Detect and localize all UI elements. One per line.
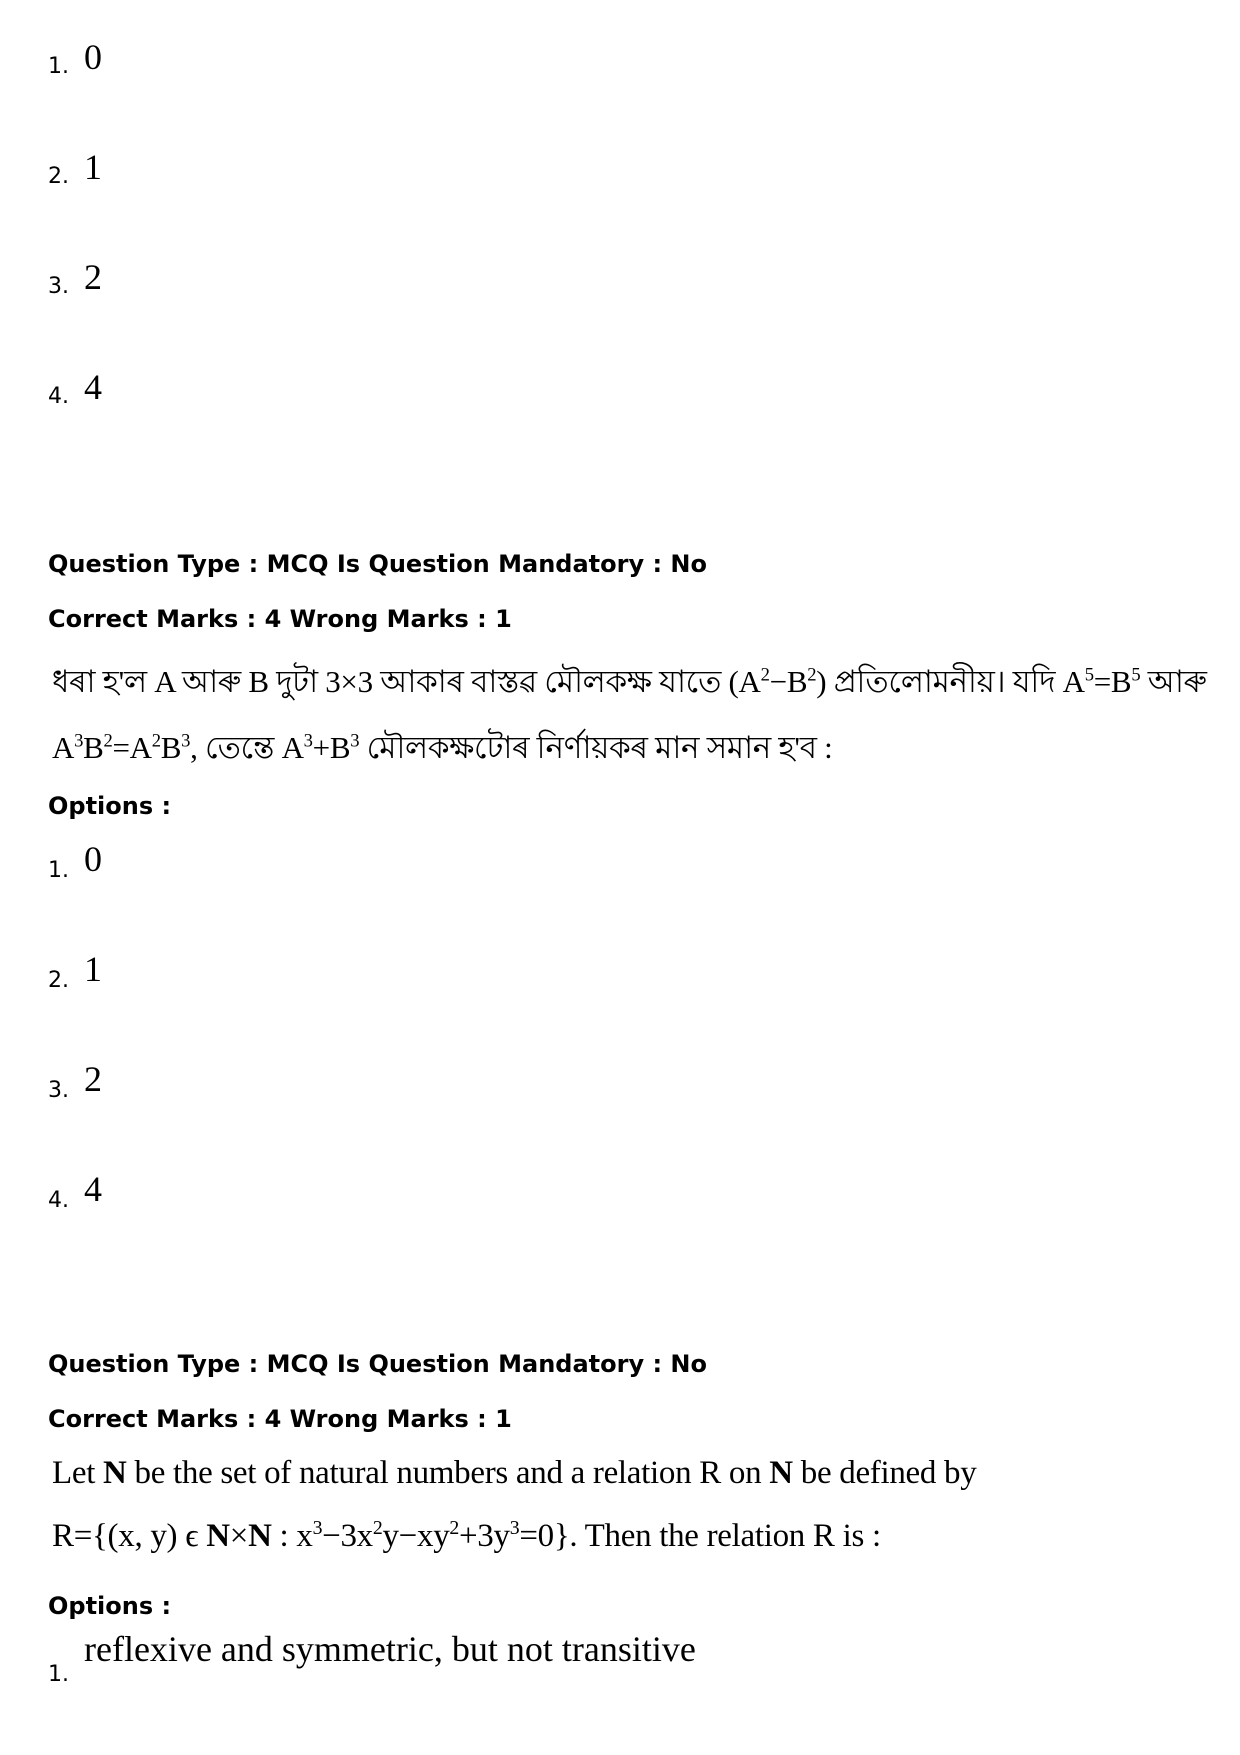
option-number: 2. [48, 164, 69, 189]
option-number: 3. [48, 1078, 69, 1103]
option-number: 2. [48, 968, 69, 993]
question-type-line: Question Type : MCQ Is Question Mandatory : No [48, 550, 707, 578]
option-number: 3. [48, 274, 69, 299]
option-number: 4. [48, 384, 69, 409]
option-value: reflexive and symmetric, but not transitive [84, 1629, 696, 1669]
options-label: Options : [48, 792, 172, 820]
options-label: Options : [48, 1592, 172, 1620]
marks-line: Correct Marks : 4 Wrong Marks : 1 [48, 1405, 512, 1433]
option-number: 4. [48, 1188, 69, 1213]
option-value: 0 [84, 37, 102, 77]
question-text-line: ধৰা হ'ল A আৰু B দুটা 3×3 আকাৰ বাস্তৱ মৌলকক্ষ যাতে $(A^2-B^2)$ প্ৰতিলোমনীয়। যদি $A^5=B^5$ আৰু [52, 664, 1207, 699]
option-number: 1. [48, 1662, 69, 1687]
option-value: 0 [84, 839, 102, 879]
option-value: 2 [84, 1059, 102, 1099]
question-text-line: Let N be the set of natural numbers and a relation R on N be defined by [52, 1455, 977, 1491]
option-value: 1 [84, 949, 102, 989]
question-text-line: $A^3B^2=A^2B^3$, তেন্তে $A^3+B^3$ মৌলকক্ষটোৰ নিৰ্ণায়কৰ মান সমান হ'ব : [52, 730, 833, 765]
option-value: 1 [84, 147, 102, 187]
option-value: 4 [84, 1169, 102, 1209]
marks-line: Correct Marks : 4 Wrong Marks : 1 [48, 605, 512, 633]
question-text-line: R={(x, y) ϵ N×N : $x^3-3x^2y-xy^2+3y^3=0$}. Then the relation R is : [52, 1517, 881, 1554]
option-value: 4 [84, 367, 102, 407]
option-value: 2 [84, 257, 102, 297]
option-number: 1. [48, 858, 69, 883]
option-number: 1. [48, 54, 69, 79]
question-type-line: Question Type : MCQ Is Question Mandatory : No [48, 1350, 707, 1378]
